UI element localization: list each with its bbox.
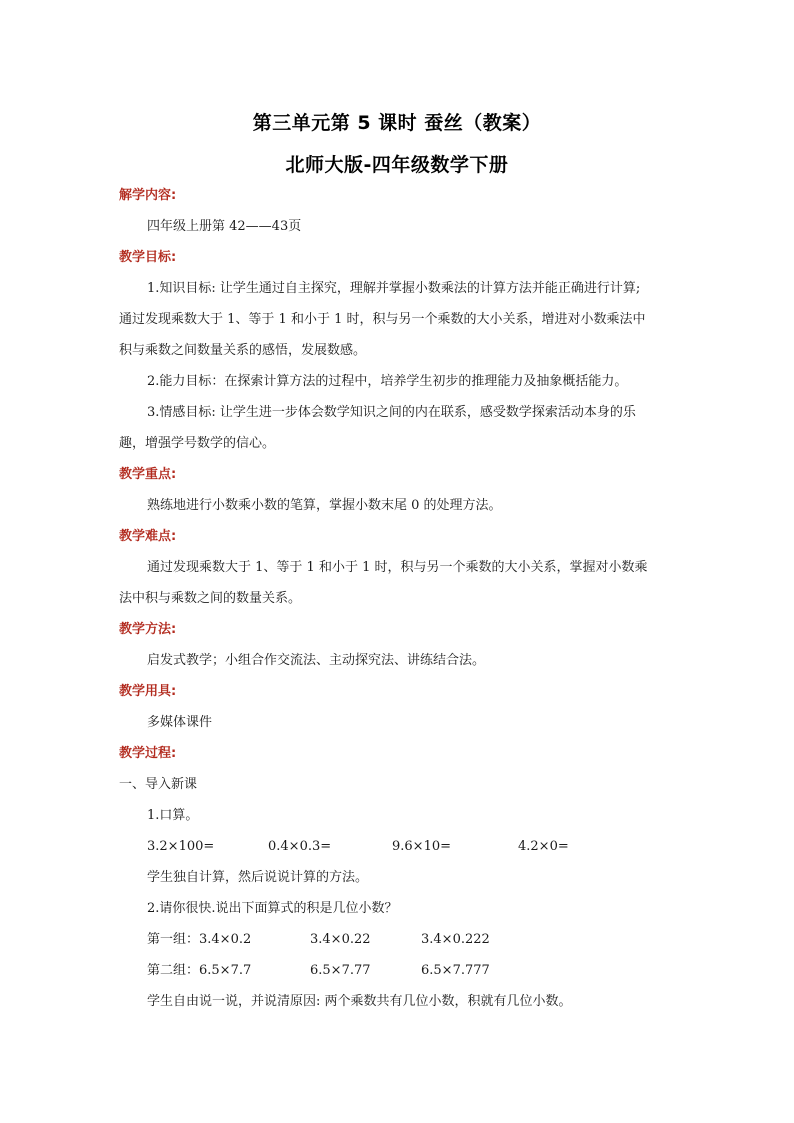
section-heading-method: 教学方法:	[119, 622, 177, 637]
section-heading-goals: 教学目标:	[119, 250, 177, 265]
oral-item: 3.2×100=	[147, 839, 215, 854]
goal-3-line-1: 3.情感目标: 让学生进一步体会数学知识之间的内在联系，感受数学探索活动本身的乐	[147, 405, 636, 420]
section-heading-key: 教学重点:	[119, 467, 177, 482]
step-1-heading: 一、导入新课	[119, 777, 198, 792]
goal-1-line-3: 积与乘数之间数量关系的感悟，发展数感。	[119, 343, 367, 358]
section-heading-difficulty: 教学难点:	[119, 529, 177, 544]
conclusion-text: 学生自由说一说，并说清原因: 两个乘数共有几位小数，积就有几位小数。	[147, 994, 572, 1009]
goal-1-line-2: 通过发现乘数大于 1、等于 1 和小于 1 时，积与另一个乘数的大小关系，增进对小数乘法中	[119, 312, 646, 327]
section-heading-tools: 教学用具:	[119, 684, 177, 699]
oral-item: 4.2×0=	[518, 839, 569, 854]
question-2: 2.请你很快.说出下面算式的积是几位小数？	[147, 901, 398, 916]
oral-calc-title: 1.口算。	[147, 808, 199, 823]
section-heading-content: 解学内容:	[119, 188, 177, 203]
difficulty-line-2: 法中积与乘数之间的数量关系。	[119, 591, 302, 606]
oral-item: 9.6×10=	[392, 839, 452, 854]
method-text: 启发式教学；小组合作交流法、主动探究法、讲练结合法。	[147, 653, 486, 668]
section-heading-process: 教学过程:	[119, 746, 177, 761]
group-1-item: 第一组：3.4×0.2	[147, 932, 252, 947]
group-2-item: 6.5×7.777	[421, 963, 490, 978]
oral-note: 学生独自计算，然后说说计算的方法。	[147, 870, 369, 885]
goal-1-line-1: 1.知识目标: 让学生通过自主探究，理解并掌握小数乘法的计算方法并能正确进行计算;	[147, 281, 641, 296]
group-1-item: 3.4×0.222	[421, 932, 490, 947]
goal-2: 2.能力目标：在探索计算方法的过程中，培养学生初步的推理能力及抽象概括能力。	[147, 374, 628, 389]
group-1-item: 3.4×0.22	[310, 932, 371, 947]
tools-text: 多媒体课件	[147, 715, 213, 730]
difficulty-line-1: 通过发现乘数大于 1、等于 1 和小于 1 时，积与另一个乘数的大小关系，掌握对小数乘	[147, 560, 648, 575]
oral-item: 0.4×0.3=	[268, 839, 332, 854]
document-title: 第三单元第 5 课时 蚕丝（教案）	[252, 112, 542, 134]
content-text: 四年级上册第 42——43页	[147, 219, 302, 234]
key-text: 熟练地进行小数乘小数的笔算，掌握小数末尾 0 的处理方法。	[147, 498, 502, 513]
group-2-item: 6.5×7.77	[310, 963, 371, 978]
group-2-item: 第二组：6.5×7.7	[147, 963, 252, 978]
goal-3-line-2: 趣，增强学号数学的信心。	[119, 436, 276, 451]
document-subtitle: 北师大版-四年级数学下册	[285, 154, 509, 176]
